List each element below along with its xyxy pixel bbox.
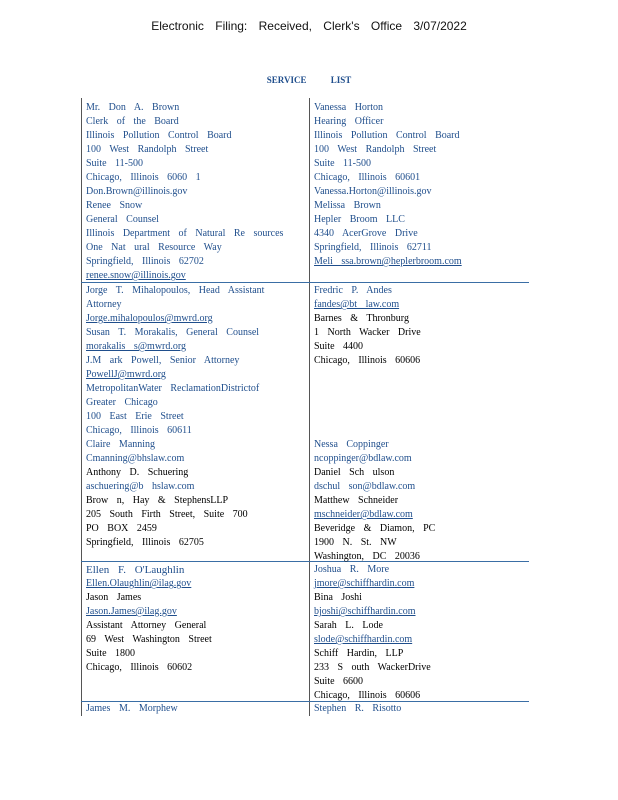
address-line: Brow n, Hay & StephensLLP — [86, 495, 229, 506]
address-line: Susan T. Morakalis, General Counsel — [86, 327, 260, 338]
service-entry-cell — [86, 101, 306, 283]
address-line: 233 S outh WackerDrive — [314, 662, 431, 673]
service-entry-cell — [86, 563, 306, 675]
email-link[interactable]: morakalis s@mwrd.org — [86, 341, 187, 352]
address-line: One Nat ural Resource Way — [86, 242, 222, 253]
address-line: Joshua R. More — [314, 564, 390, 575]
service-entry-cell — [314, 563, 529, 703]
address-line: Barnes & Thronburg — [314, 313, 409, 324]
address-line: Chicago, Illinois 60602 — [86, 662, 193, 673]
address-line: Bina Joshi — [314, 592, 362, 603]
address-line: Vanessa.Horton@illinois.gov — [314, 186, 432, 197]
email-link[interactable]: jmore@schiffhardin.com — [314, 578, 415, 589]
address-line: Stephen R. Risotto — [314, 703, 402, 714]
address-line: James M. Morphew — [86, 703, 178, 714]
address-line: Daniel Sch ulson — [314, 467, 395, 478]
address-line: Attorney — [86, 299, 122, 310]
address-line: Anthony D. Schuering — [86, 467, 189, 478]
address-line — [314, 368, 529, 382]
address-line: Clerk of the Board — [86, 116, 179, 127]
address-line: Illinois Pollution Control Board — [86, 130, 232, 141]
address-line: Springfield, Illinois 62705 — [86, 537, 204, 548]
page-title: SERVICE LIST — [266, 75, 352, 85]
service-entry-cell — [314, 702, 529, 716]
address-line: Don.Brown@illinois.gov — [86, 186, 188, 197]
address-line: Renee Snow — [86, 200, 143, 211]
address-line: Fredric P. Andes — [314, 285, 392, 296]
address-line: Hepler Broom LLC — [314, 214, 405, 225]
address-line: Chicago, Illinois 60601 — [314, 172, 421, 183]
address-line — [314, 410, 529, 424]
address-line: Assistant Attorney General — [86, 620, 207, 631]
address-line — [314, 424, 529, 438]
address-line: Claire Manning — [86, 439, 156, 450]
address-line: Cmanning@bhslaw.com — [86, 453, 185, 464]
address-line: Suite 11-500 — [314, 158, 372, 169]
email-link[interactable]: bjoshi@schiffhardin.com — [314, 606, 416, 617]
service-entry-cell — [86, 702, 306, 716]
email-link[interactable]: Meli ssa.brown@heplerbroom.com — [314, 256, 462, 267]
address-line: Jorge T. Mihalopoulos, Head Assistant — [86, 285, 265, 296]
address-line: Schiff Hardin, LLP — [314, 648, 404, 659]
address-line: Suite 11-500 — [86, 158, 144, 169]
email-link[interactable]: slode@schiffhardin.com — [314, 634, 413, 645]
address-line: Matthew Schneider — [314, 495, 399, 506]
address-line: Melissa Brown — [314, 200, 381, 211]
address-line: Springfield, Illinois 62711 — [314, 242, 432, 253]
address-line: Ellen F. O'Laughlin — [86, 564, 185, 576]
address-line: Washington, DC 20036 — [314, 551, 420, 562]
address-line: Chicago, Illinois 60606 — [314, 690, 421, 701]
address-line: 69 West Washington Street — [86, 634, 212, 645]
address-line: Chicago, Illinois 60606 — [314, 355, 421, 366]
address-line: Illinois Department of Natural Re sources — [86, 228, 284, 239]
address-line: MetropolitanWater ReclamationDistrictof — [86, 383, 260, 394]
email-link[interactable]: renee.snow@illinois.gov — [86, 270, 186, 281]
address-line — [314, 382, 529, 396]
email-link[interactable]: PowellJ@mwrd.org — [86, 369, 166, 380]
address-line: Springfield, Illinois 62702 — [86, 256, 204, 267]
email-link[interactable]: Ellen.Olaughlin@ilag.gov — [86, 578, 192, 589]
service-entry-cell — [314, 101, 529, 269]
address-line: 1 North Wacker Drive — [314, 327, 421, 338]
address-line: Mr. Don A. Brown — [86, 102, 180, 113]
address-line: Suite 6600 — [314, 676, 364, 687]
address-line: 100 East Erie Street — [86, 411, 184, 422]
address-line: Suite 4400 — [314, 341, 364, 352]
service-entry-cell — [314, 284, 529, 564]
address-line: Sarah L. Lode — [314, 620, 383, 631]
address-line: Beveridge & Diamon, PC — [314, 523, 436, 534]
address-line: 1900 N. St. NW — [314, 537, 397, 548]
address-line: ncoppinger@bdlaw.com — [314, 453, 412, 464]
address-line: 100 West Randolph Street — [86, 144, 209, 155]
address-line: Chicago, Illinois 60611 — [86, 425, 192, 436]
address-line: Chicago, Illinois 6060 1 — [86, 172, 201, 183]
address-line: 205 South Firth Street, Suite 700 — [86, 509, 248, 520]
address-line: Vanessa Horton — [314, 102, 384, 113]
address-line: dschul son@bdlaw.com — [314, 481, 416, 492]
address-line: aschuering@b hslaw.com — [86, 481, 195, 492]
address-line: 100 West Randolph Street — [314, 144, 437, 155]
address-line — [314, 396, 529, 410]
address-line: Hearing Officer — [314, 116, 384, 127]
address-line: Nessa Coppinger — [314, 439, 389, 450]
address-line: Jason James — [86, 592, 142, 603]
address-line: Illinois Pollution Control Board — [314, 130, 460, 141]
service-entry-cell — [86, 284, 306, 550]
email-link[interactable]: fandes@bt law.com — [314, 299, 400, 310]
filing-stamp-header: Electronic Filing: Received, Clerk's Office 3/07/2022 — [151, 19, 467, 33]
email-link[interactable]: mschneider@bdlaw.com — [314, 509, 413, 520]
address-line: Greater Chicago — [86, 397, 158, 408]
table-left-border — [81, 98, 82, 716]
address-line: 4340 AcerGrove Drive — [314, 228, 418, 239]
table-center-divider — [309, 98, 310, 716]
email-link[interactable]: Jorge.mihalopoulos@mwrd.org — [86, 313, 213, 324]
address-line: J.M ark Powell, Senior Attorney — [86, 355, 240, 366]
address-line: General Counsel — [86, 214, 159, 225]
address-line: PO BOX 2459 — [86, 523, 157, 534]
address-line: Suite 1800 — [86, 648, 136, 659]
email-link[interactable]: Jason.James@ilag.gov — [86, 606, 177, 617]
